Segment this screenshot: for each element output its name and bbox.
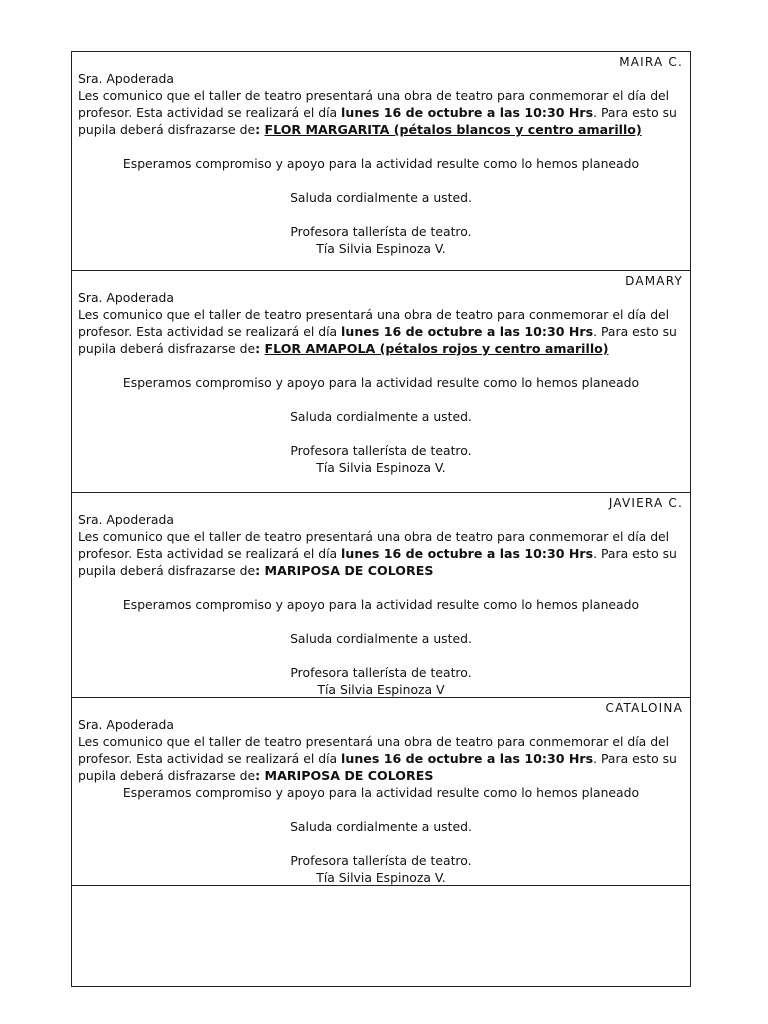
- teacher-name: Tía Silvia Espinoza V: [317, 682, 445, 697]
- note-body: [78, 70, 684, 257]
- closing-line: Esperamos compromiso y apoyo para la actividad resulte como lo hemos planeado: [122, 597, 640, 612]
- message-text-continued: . Para esto su pupila deberá disfrazarse de: [78, 324, 677, 356]
- note-block: [72, 271, 690, 493]
- note-body: [78, 511, 684, 698]
- greeting-line: Saluda cordialmente a usted.: [290, 631, 472, 646]
- teacher-name: Tía Silvia Espinoza V.: [316, 241, 446, 256]
- note-block: [72, 493, 690, 698]
- note-block: [72, 52, 690, 271]
- event-date: lunes 16 de octubre a las 10:30 Hrs: [341, 324, 594, 339]
- salutation: Sra. Apoderada: [78, 512, 174, 527]
- message-text-continued: . Para esto su pupila deberá disfrazarse de: [78, 751, 677, 783]
- greeting-line: Saluda cordialmente a usted.: [290, 190, 472, 205]
- greeting-line: Saluda cordialmente a usted.: [290, 409, 472, 424]
- colon: :: [255, 341, 265, 356]
- message-paragraph: [78, 528, 684, 579]
- costume: MARIPOSA DE COLORES: [264, 768, 434, 783]
- teacher-role: Profesora tallerísta de teatro.: [290, 443, 472, 458]
- teacher-role: Profesora tallerísta de teatro.: [290, 224, 472, 239]
- message-paragraph: [78, 87, 684, 138]
- closing-line: Esperamos compromiso y apoyo para la actividad resulte como lo hemos planeado: [122, 156, 640, 171]
- message-text: Les comunico que el taller de teatro presentará una obra de teatro para conmemorar el día del profesor. Esta actividad se realizará el día: [78, 734, 670, 766]
- student-name: DAMARY: [625, 274, 683, 288]
- closing-line: Esperamos compromiso y apoyo para la actividad resulte como lo hemos planeado: [122, 785, 640, 800]
- closing-line: Esperamos compromiso y apoyo para la actividad resulte como lo hemos planeado: [122, 375, 640, 390]
- colon: :: [255, 563, 265, 578]
- student-name: MAIRA C.: [619, 55, 683, 69]
- message-paragraph: [78, 733, 684, 784]
- message-text: Les comunico que el taller de teatro presentará una obra de teatro para conmemorar el día del profesor. Esta actividad se realizará el día: [78, 529, 670, 561]
- document-sheet: [71, 51, 691, 987]
- message-paragraph: [78, 306, 684, 357]
- student-name: CATALOINA: [605, 701, 683, 715]
- salutation: Sra. Apoderada: [78, 290, 174, 305]
- costume: MARIPOSA DE COLORES: [264, 563, 434, 578]
- message-text-continued: . Para esto su pupila deberá disfrazarse de: [78, 546, 677, 578]
- colon: :: [255, 122, 265, 137]
- event-date: lunes 16 de octubre a las 10:30 Hrs: [341, 751, 594, 766]
- message-text: Les comunico que el taller de teatro presentará una obra de teatro para conmemorar el día del profesor. Esta actividad se realizará el día: [78, 307, 670, 339]
- note-body: [78, 289, 684, 476]
- note-block: [72, 698, 690, 886]
- costume: FLOR AMAPOLA (pétalos rojos y centro amarillo): [264, 341, 609, 356]
- costume: FLOR MARGARITA (pétalos blancos y centro amarillo): [264, 122, 642, 137]
- teacher-name: Tía Silvia Espinoza V.: [316, 460, 446, 475]
- teacher-role: Profesora tallerísta de teatro.: [290, 853, 472, 868]
- event-date: lunes 16 de octubre a las 10:30 Hrs: [341, 546, 594, 561]
- greeting-line: Saluda cordialmente a usted.: [290, 819, 472, 834]
- teacher-name: Tía Silvia Espinoza V.: [316, 870, 446, 885]
- message-text-continued: . Para esto su pupila deberá disfrazarse de: [78, 105, 677, 137]
- student-name: JAVIERA C.: [608, 496, 683, 510]
- colon: :: [255, 768, 265, 783]
- salutation: Sra. Apoderada: [78, 71, 174, 86]
- salutation: Sra. Apoderada: [78, 717, 174, 732]
- message-text: Les comunico que el taller de teatro presentará una obra de teatro para conmemorar el día del profesor. Esta actividad se realizará el día: [78, 88, 670, 120]
- empty-cell: [72, 886, 690, 987]
- teacher-role: Profesora tallerísta de teatro.: [290, 665, 472, 680]
- event-date: lunes 16 de octubre a las 10:30 Hrs: [341, 105, 594, 120]
- note-body: [78, 716, 684, 886]
